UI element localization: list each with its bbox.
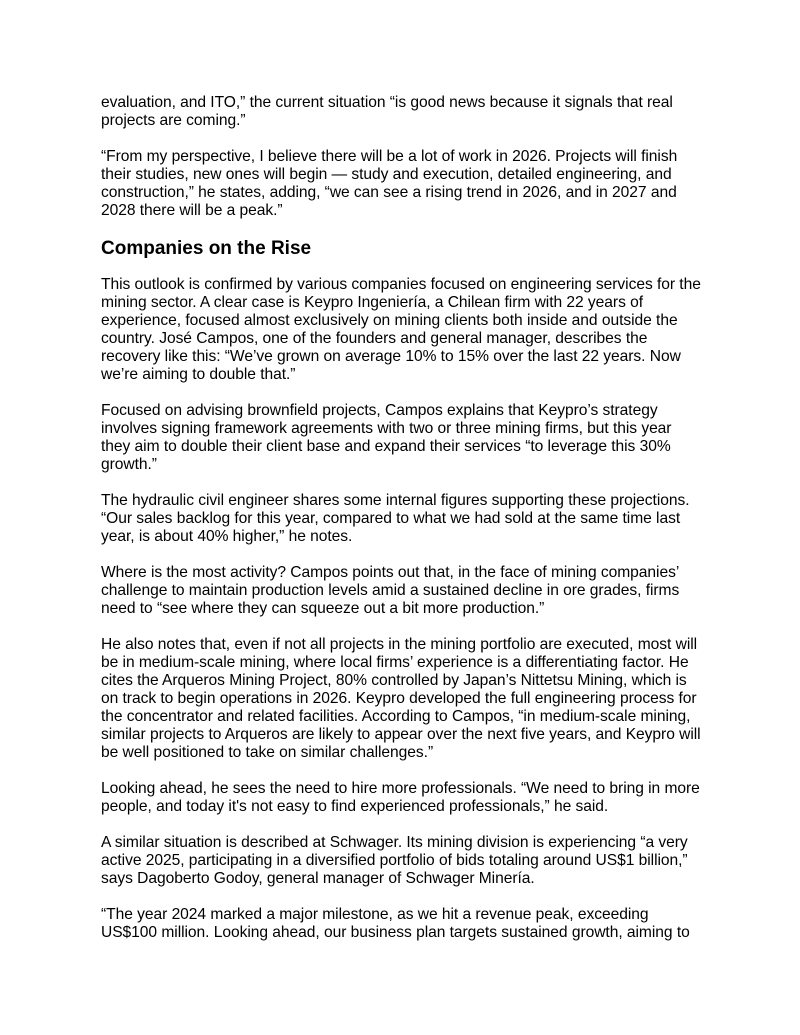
paragraph: He also notes that, even if not all projects in the mining portfolio are executed, most will be in medium-scale mining, where local firms’ experience is a differentiating factor. He cites the Arqueros Mining Project, 80% controlled by Japan’s Nittetsu Mining, which is on track to begin operations in 2026. Keypro developed the full engineering process for the concentrator and related facilities. According to Campos, “in medium-scale mining, similar projects to Arqueros are likely to appear over the next five years, and Keypro will be well positioned to take on similar challenges.” [101, 636, 701, 761]
paragraph: “From my perspective, I believe there will be a lot of work in 2026. Projects will finish their studies, new ones will begin — study and execution, detailed engineering, and construction,” he states, adding, “we can see a rising trend in 2026, and in 2027 and 2028 there will be a peak.” [101, 148, 678, 219]
paragraph: “The year 2024 marked a major milestone, as we hit a revenue peak, exceeding US$100 million. Looking ahead, our business plan targets sustained growth, aiming to [101, 906, 690, 941]
paragraph: This outlook is confirmed by various companies focused on engineering services for the mining sector. A clear case is Keypro Ingeniería, a Chilean firm with 22 years of experience, focused almost exclusively on mining clients both inside and outside the country. José Campos, one of the founders and general manager, describes the recovery like this: “We’ve grown on average 10% to 15% over the last 22 years. Now we’re aiming to double that.” [101, 276, 701, 383]
paragraph: Where is the most activity? Campos points out that, in the face of mining companies’ challenge to maintain production levels amid a sustained decline in ore grades, firms need to “see where they can squeeze out a bit more production.” [101, 564, 680, 617]
paragraph: evaluation, and ITO,” the current situation “is good news because it signals that real projects are coming.” [101, 94, 673, 129]
paragraph: Focused on advising brownfield projects, Campos explains that Keypro’s strategy involves signing framework agreements with two or three mining firms, but this year they aim to double their client base and expand their services “to leverage this 30% growth.” [101, 402, 672, 473]
paragraph: The hydraulic civil engineer shares some internal figures supporting these projections. “Our sales backlog for this year, compared to what we had sold at the same time last year, is about 40% higher,” he notes. [101, 492, 690, 545]
document-page [101, 94, 703, 960]
paragraph: A similar situation is described at Schwager. Its mining division is experiencing “a very active 2025, participating in a diversified portfolio of bids totaling around US$1 billion,” says Dagoberto Godoy, general manager of Schwager Minería. [101, 834, 688, 887]
paragraph: Looking ahead, he sees the need to hire more professionals. “We need to bring in more people, and today it's not easy to find experienced professionals,” he said. [101, 780, 700, 815]
section-heading: Companies on the Rise [101, 238, 312, 259]
